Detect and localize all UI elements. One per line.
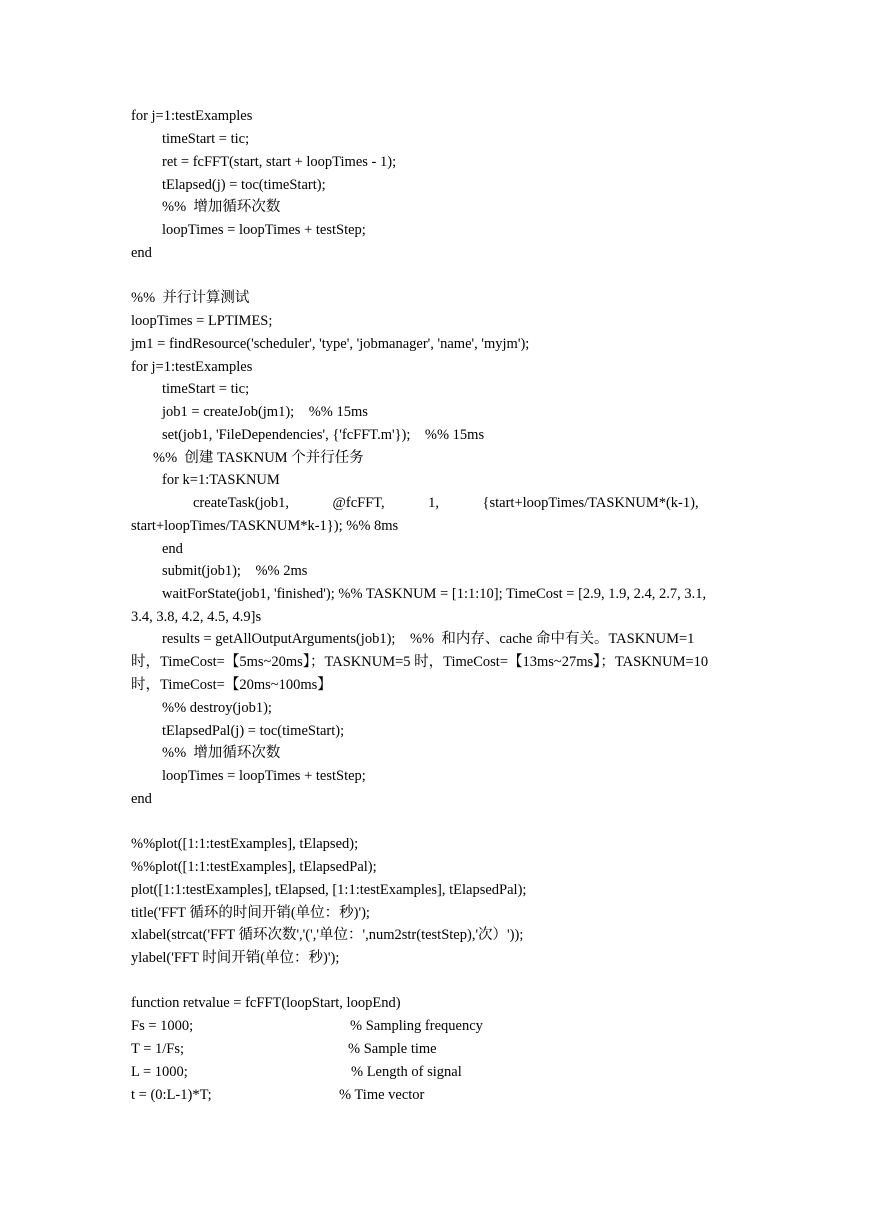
code-line: function retvalue = fcFFT(loopStart, loopEnd) bbox=[131, 995, 401, 1011]
code-line: submit(job1); %% 2ms bbox=[162, 563, 308, 579]
code-line: t = (0:L-1)*T; bbox=[131, 1087, 212, 1103]
code-comment: %%plot([1:1:testExamples], tElapsedPal); bbox=[131, 859, 377, 875]
code-line: set(job1, 'FileDependencies', {'fcFFT.m'}); %% 15ms bbox=[162, 427, 485, 443]
code-line: end bbox=[162, 541, 183, 557]
code-line: results = getAllOutputArguments(job1); %% 和内存、cache 命中有关。TASKNUM=1 bbox=[162, 631, 695, 647]
code-line: title('FFT 循环的时间开销(单位：秒)'); bbox=[131, 905, 370, 921]
code-comment: % Sample time bbox=[348, 1041, 437, 1057]
code-comment: %% 增加循环次数 bbox=[162, 745, 281, 761]
code-comment: % Time vector bbox=[339, 1087, 425, 1103]
code-line: job1 = createJob(jm1); %% 15ms bbox=[162, 404, 368, 420]
code-line: for j=1:testExamples bbox=[131, 359, 253, 375]
code-line: end bbox=[131, 245, 152, 261]
code-line: timeStart = tic; bbox=[162, 381, 250, 397]
code-line: waitForState(job1, 'finished'); %% TASKNUM = [1:1:10]; TimeCost = [2.9, 1.9, 2.4, 2.7, 3.1, bbox=[162, 586, 707, 602]
code-comment: %% 并行计算测试 bbox=[131, 290, 250, 306]
code-line: 时，TimeCost=【5ms~20ms】；TASKNUM=5 时，TimeCost=【13ms~27ms】；TASKNUM=10 bbox=[131, 654, 709, 670]
code-line: end bbox=[131, 791, 152, 807]
code-line: createTask(job1, @fcFFT, 1, {start+loopTimes/TASKNUM*(k-1), bbox=[193, 495, 699, 511]
code-comment: %% destroy(job1); bbox=[162, 700, 272, 716]
code-line: loopTimes = LPTIMES; bbox=[131, 313, 273, 329]
code-line: ylabel('FFT 时间开销(单位：秒)'); bbox=[131, 950, 340, 966]
code-line: tElapsedPal(j) = toc(timeStart); bbox=[162, 723, 345, 739]
code-line: tElapsed(j) = toc(timeStart); bbox=[162, 177, 326, 193]
code-line: for k=1:TASKNUM bbox=[162, 472, 280, 488]
code-line: L = 1000; bbox=[131, 1064, 188, 1080]
code-line: loopTimes = loopTimes + testStep; bbox=[162, 768, 366, 784]
code-line: timeStart = tic; bbox=[162, 131, 250, 147]
code-line: Fs = 1000; bbox=[131, 1018, 194, 1034]
code-line: for j=1:testExamples bbox=[131, 108, 253, 124]
code-comment: %%plot([1:1:testExamples], tElapsed); bbox=[131, 836, 359, 852]
code-line: T = 1/Fs; bbox=[131, 1041, 185, 1057]
code-line: ret = fcFFT(start, start + loopTimes - 1); bbox=[162, 154, 397, 170]
code-comment: %% 创建 TASKNUM 个并行任务 bbox=[153, 450, 364, 466]
code-line: xlabel(strcat('FFT 循环次数','(','单位：',num2str(testStep),'次）')); bbox=[131, 927, 524, 943]
code-line: jm1 = findResource('scheduler', 'type', 'jobmanager', 'name', 'myjm'); bbox=[131, 336, 530, 352]
code-line: 时，TimeCost=【20ms~100ms】 bbox=[131, 677, 332, 693]
code-line: plot([1:1:testExamples], tElapsed, [1:1:testExamples], tElapsedPal); bbox=[131, 882, 527, 898]
code-line: loopTimes = loopTimes + testStep; bbox=[162, 222, 366, 238]
code-line: 3.4, 3.8, 4.2, 4.5, 4.9]s bbox=[131, 609, 262, 625]
code-comment: %% 增加循环次数 bbox=[162, 199, 281, 215]
code-line: start+loopTimes/TASKNUM*k-1}); %% 8ms bbox=[131, 518, 399, 534]
code-comment: % Sampling frequency bbox=[350, 1018, 483, 1034]
code-comment: % Length of signal bbox=[351, 1064, 462, 1080]
